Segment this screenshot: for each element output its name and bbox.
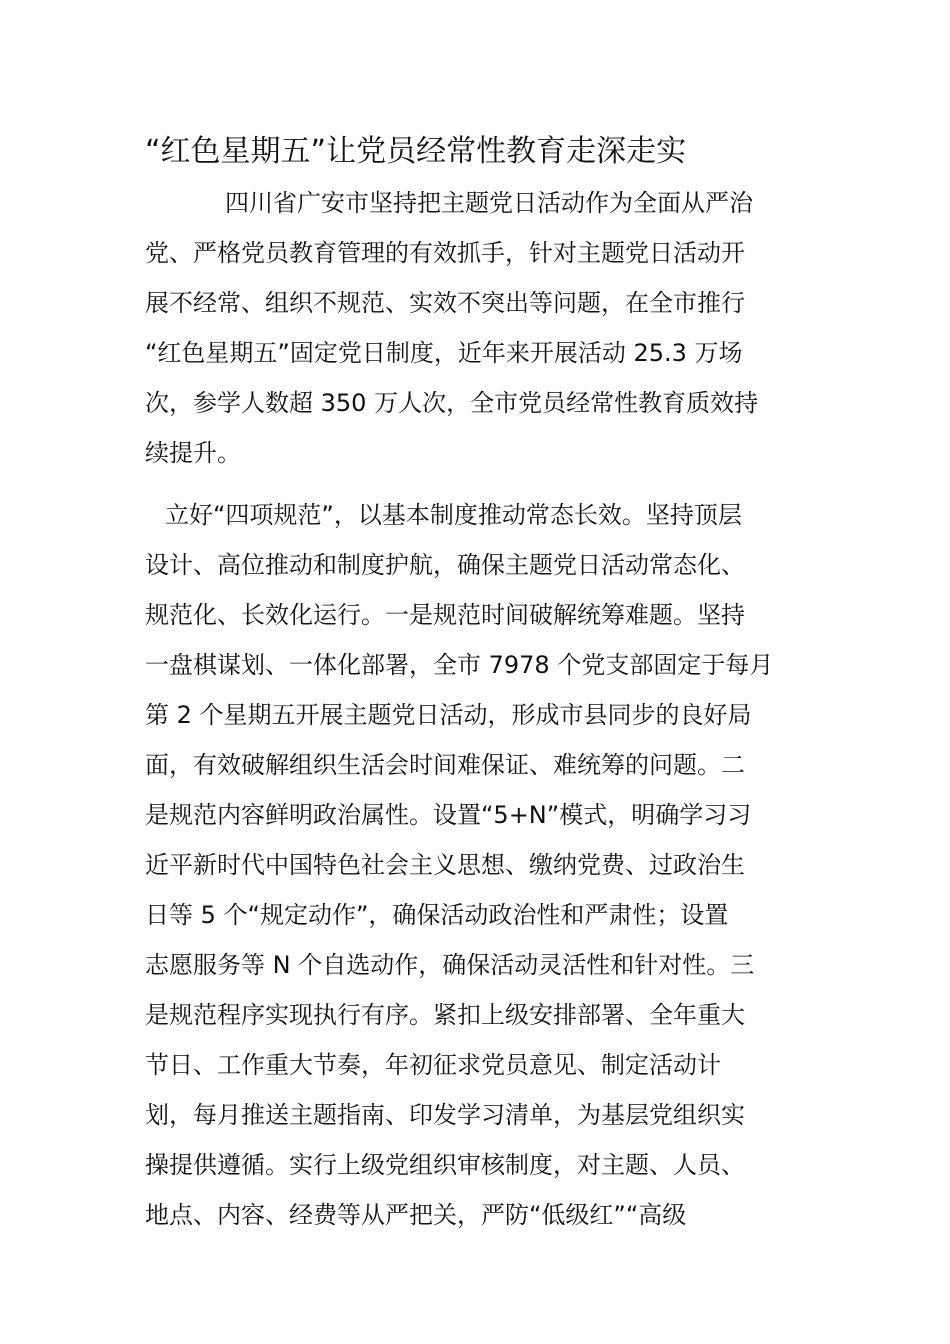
- paragraph-line: 党、严格党员教育管理的有效抓手，针对主题党日活动开: [145, 239, 745, 267]
- paragraph-line: 一盘棋谋划、一体化部署，全市 7978 个党支部固定于每月: [145, 651, 774, 679]
- paragraph-line: 立好“四项规范”，以基本制度推动常态长效。坚持顶层: [165, 501, 742, 529]
- paragraph-line: 第 2 个星期五开展主题党日活动，形成市县同步的良好局: [145, 701, 752, 729]
- paragraph-line: 设计、高位推动和制度护航，确保主题党日活动常态化、: [145, 551, 745, 579]
- paragraph-1: [145, 178, 810, 478]
- paragraph-line: 志愿服务等 N 个自选动作，确保活动灵活性和针对性。三: [145, 951, 755, 979]
- paragraph-gap: [145, 478, 810, 490]
- paragraph-line: 面，有效破解组织生活会时间难保证、难统筹的问题。二: [145, 751, 745, 779]
- document-title: “红色星期五”让党员经常性教育走深走实: [145, 134, 687, 169]
- paragraph-line: 是规范程序实现执行有序。紧扣上级安排部署、全年重大: [145, 1001, 745, 1029]
- document-body: [145, 178, 810, 1240]
- paragraph-line: 规范化、长效化运行。一是规范时间破解统筹难题。坚持: [145, 601, 745, 629]
- paragraph-line: 划，每月推送主题指南、印发学习清单，为基层党组织实: [145, 1101, 745, 1129]
- paragraph-line: “红色星期五”固定党日制度，近年来开展活动 25.3 万场: [145, 339, 743, 367]
- paragraph-line: 近平新时代中国特色社会主义思想、缴纳党费、过政治生: [145, 851, 745, 879]
- paragraph-line: 日等 5 个“规定动作”，确保活动政治性和严肃性；设置: [145, 901, 729, 929]
- paragraph-line: 地点、内容、经费等从严把关，严防“低级红”“高级: [145, 1201, 687, 1229]
- paragraph-line: 节日、工作重大节奏，年初征求党员意见、制定活动计: [145, 1051, 721, 1079]
- paragraph-line: 操提供遵循。实行上级党组织审核制度，对主题、人员、: [145, 1151, 745, 1179]
- paragraph-line: 四川省广安市坚持把主题党日活动作为全面从严治: [225, 189, 753, 217]
- paragraph-line: 次，参学人数超 350 万人次，全市党员经常性教育质效持: [145, 389, 759, 417]
- paragraph-line: 续提升。: [145, 439, 241, 467]
- paragraph-line: 展不经常、组织不规范、实效不突出等问题，在全市推行: [145, 289, 745, 317]
- paragraph-2: [145, 490, 810, 1240]
- paragraph-line: 是规范内容鲜明政治属性。设置“5+N”模式，明确学习习: [145, 801, 752, 829]
